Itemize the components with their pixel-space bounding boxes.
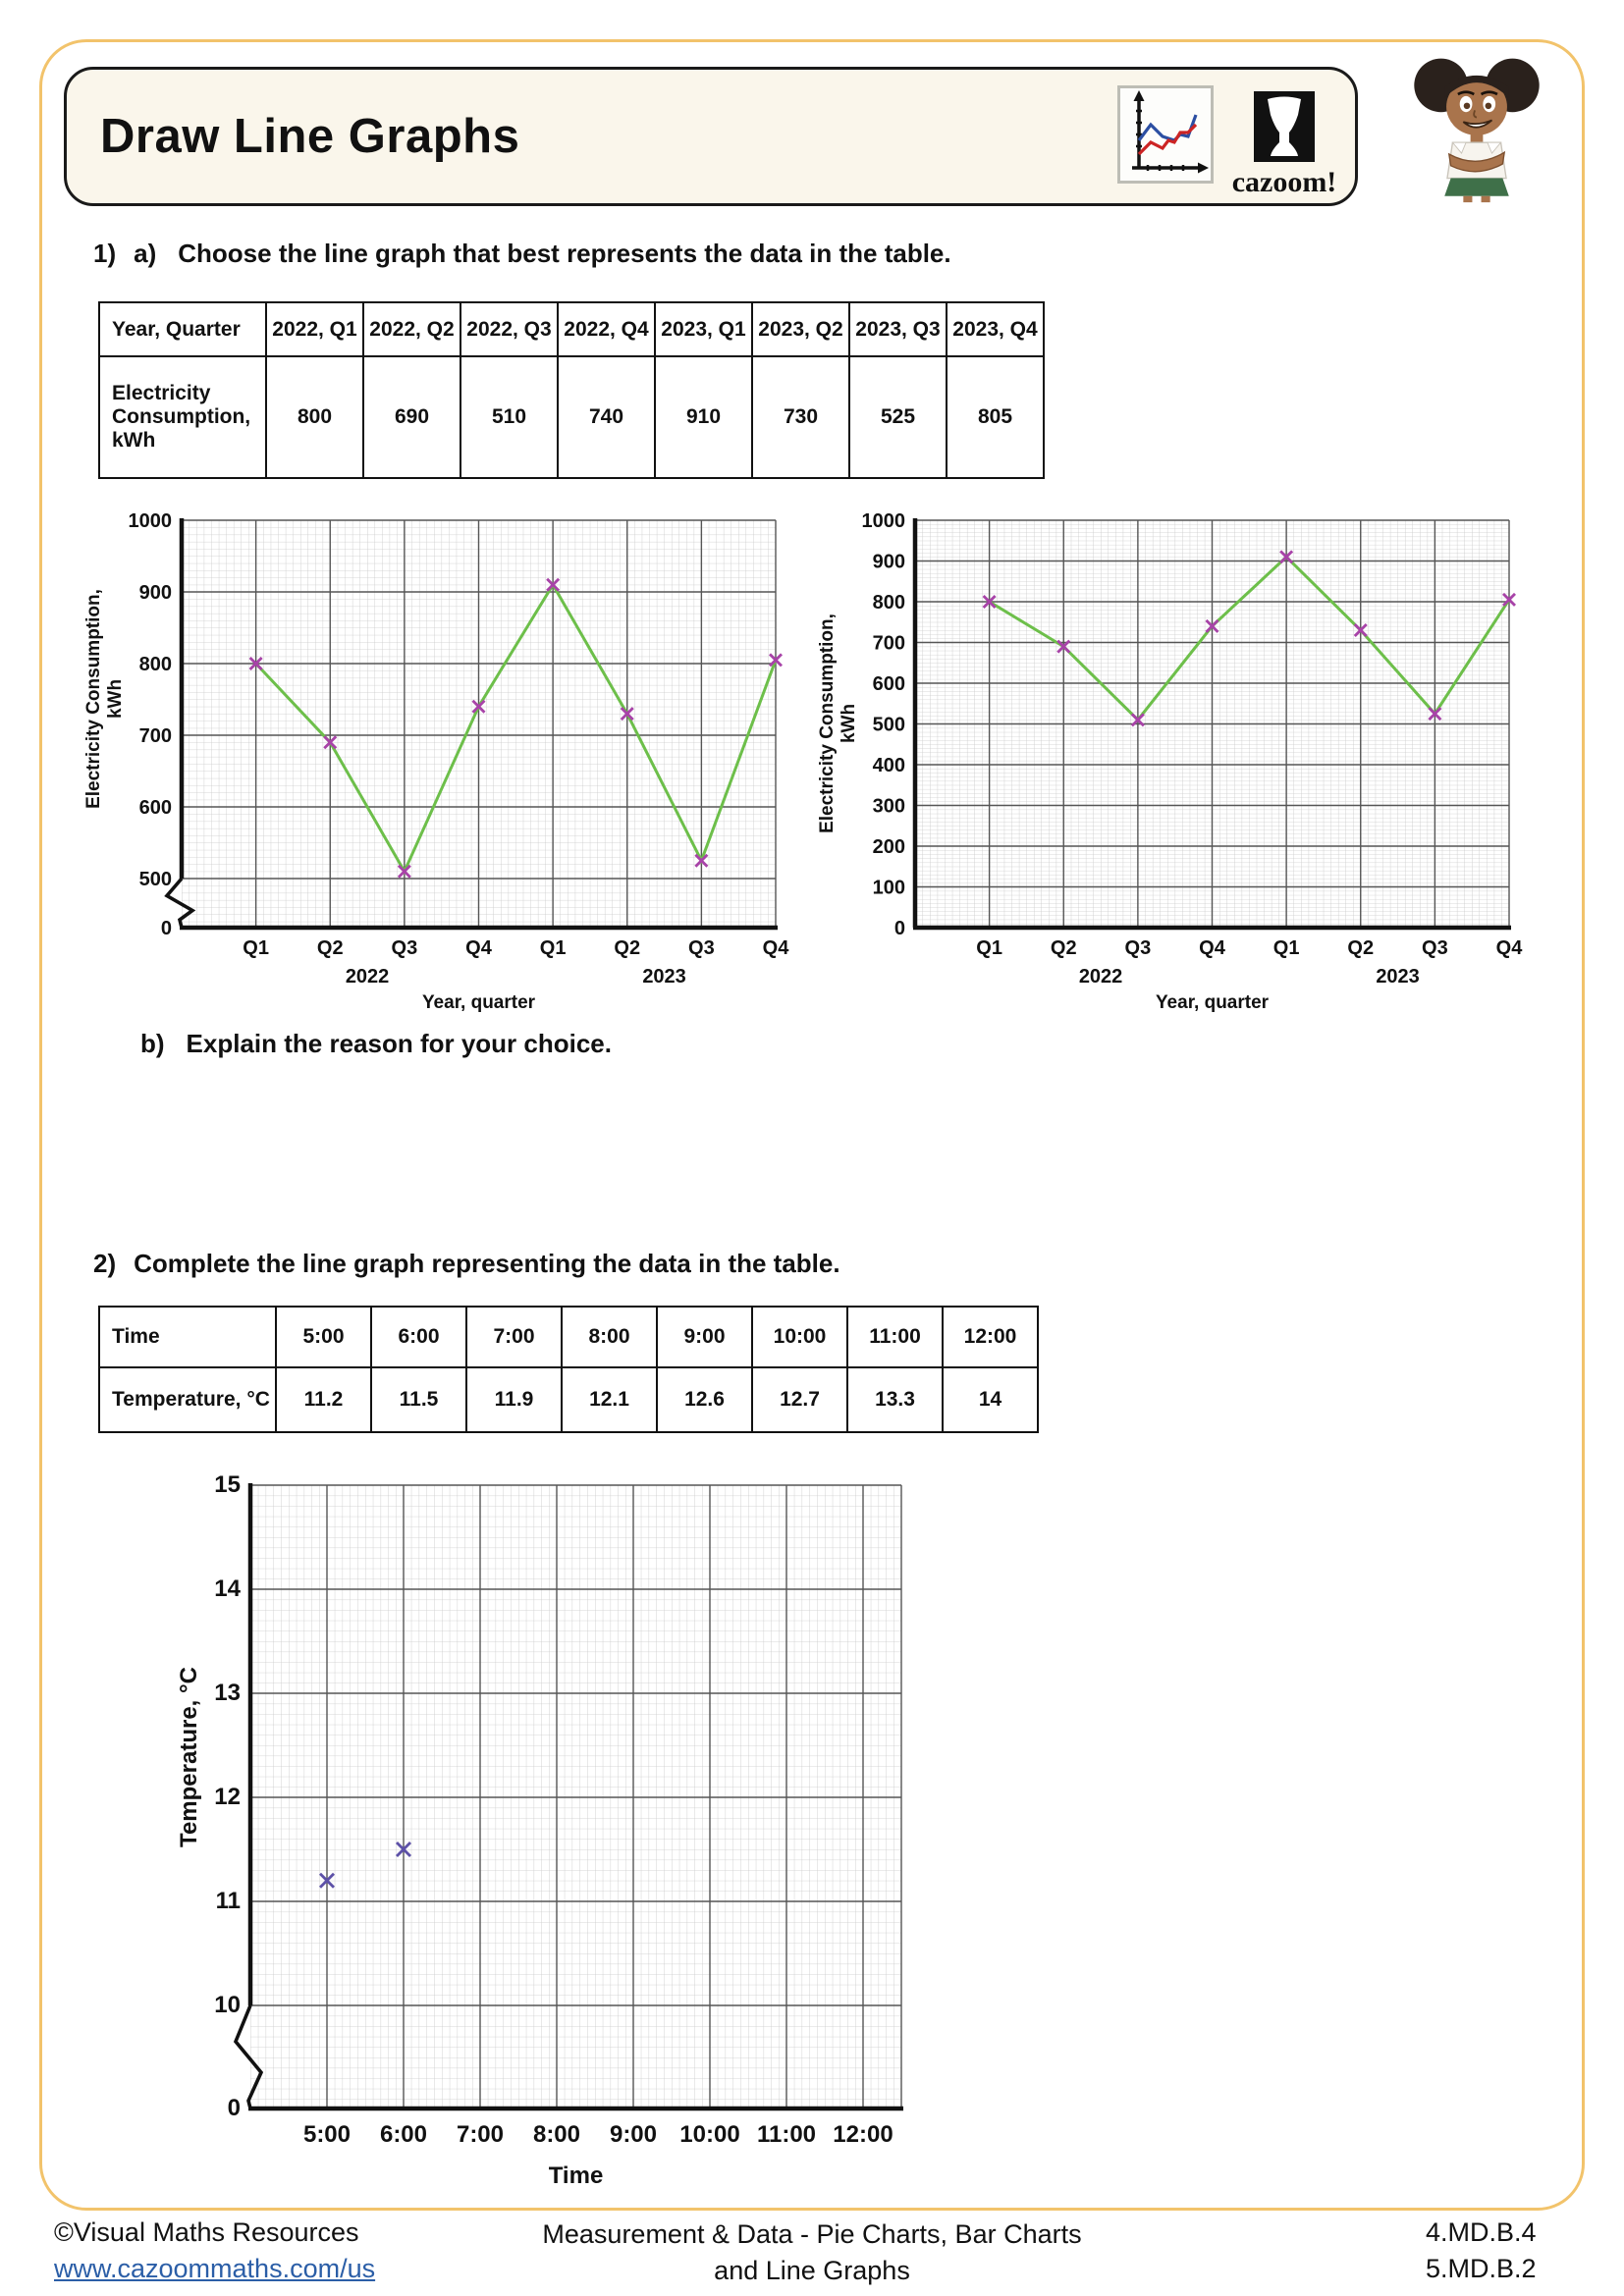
svg-text:Q3: Q3	[1422, 937, 1448, 959]
question-letter: b)	[140, 1029, 165, 1058]
svg-text:0: 0	[227, 2095, 241, 2121]
svg-text:2023: 2023	[642, 966, 686, 988]
data-cell: 740	[558, 356, 655, 478]
svg-text:Q2: Q2	[614, 937, 641, 959]
svg-text:2022: 2022	[1078, 966, 1123, 988]
table-header-row	[99, 1307, 1038, 1367]
svg-text:1000: 1000	[861, 510, 905, 532]
row-header-cell: Temperature, °C	[99, 1367, 276, 1432]
svg-text:200: 200	[872, 836, 905, 858]
svg-text:500: 500	[138, 869, 172, 890]
column-header-cell: 2023, Q1	[655, 302, 752, 356]
row-header-cell: Year, Quarter	[99, 302, 266, 356]
column-header-cell: 2022, Q1	[266, 302, 363, 356]
chart-electricity-broken-axis	[83, 510, 789, 1015]
svg-text:7:00: 7:00	[456, 2121, 505, 2148]
svg-text:5:00: 5:00	[302, 2121, 352, 2148]
table-value-row	[99, 1367, 1038, 1432]
line-graph-icon	[1117, 85, 1214, 184]
standard-code-2: 5.MD.B.2	[1426, 2254, 1537, 2283]
svg-text:800: 800	[138, 654, 172, 675]
question-1b	[140, 1029, 612, 1059]
svg-text:8:00: 8:00	[532, 2121, 581, 2148]
svg-text:500: 500	[872, 714, 905, 736]
data-cell: 800	[266, 356, 363, 478]
data-cell: 13.3	[847, 1367, 943, 1432]
svg-text:Q4: Q4	[1495, 937, 1523, 959]
table-header-row	[99, 302, 1044, 356]
svg-text:Year, quarter: Year, quarter	[1155, 992, 1270, 1013]
data-cell: 12.7	[752, 1367, 847, 1432]
svg-text:6:00: 6:00	[379, 2121, 428, 2148]
column-header-cell: 2023, Q4	[947, 302, 1044, 356]
standard-code-1: 4.MD.B.4	[1426, 2217, 1537, 2247]
grid	[915, 520, 1509, 928]
svg-text:Q1: Q1	[243, 937, 269, 959]
header	[64, 67, 1358, 206]
data-cell: 12.6	[657, 1367, 752, 1432]
svg-text:14: 14	[214, 1575, 241, 1602]
svg-text:Year, quarter: Year, quarter	[421, 992, 536, 1013]
column-header-cell: 10:00	[752, 1307, 847, 1367]
svg-text:Q3: Q3	[688, 937, 715, 959]
question-letter: a)	[134, 239, 157, 268]
data-cell: 730	[752, 356, 849, 478]
column-header-cell: 9:00	[657, 1307, 752, 1367]
column-header-cell: 8:00	[562, 1307, 657, 1367]
student-character-illustration	[1387, 53, 1566, 205]
column-header-cell: 7:00	[466, 1307, 562, 1367]
svg-text:Time: Time	[548, 2163, 604, 2189]
svg-text:600: 600	[872, 673, 905, 695]
footer-credits	[54, 2215, 375, 2287]
data-cell: 11.9	[466, 1367, 562, 1432]
chart-temperature-to-complete	[167, 1463, 952, 2201]
data-cell: 11.2	[276, 1367, 371, 1432]
question-text: Explain the reason for your choice.	[186, 1029, 612, 1058]
data-cell: 805	[947, 356, 1044, 478]
grid	[182, 520, 776, 928]
svg-text:12: 12	[214, 1784, 241, 1810]
svg-text:15: 15	[214, 1471, 241, 1498]
column-header-cell: 11:00	[847, 1307, 943, 1367]
svg-text:Q1: Q1	[976, 937, 1002, 959]
data-cell: 11.5	[371, 1367, 466, 1432]
svg-text:10: 10	[214, 1992, 241, 2018]
temperature-table	[98, 1306, 1039, 1433]
column-header-cell: 6:00	[371, 1307, 466, 1367]
svg-text:9:00: 9:00	[609, 2121, 658, 2148]
cazoom-logo	[1223, 85, 1345, 199]
svg-text:900: 900	[138, 582, 172, 604]
electricity-consumption-table	[98, 301, 1045, 479]
question-number: 1)	[93, 239, 117, 268]
svg-text:Electricity Consumption,kWh: Electricity Consumption,kWh	[83, 589, 126, 809]
data-cell: 525	[849, 356, 947, 478]
svg-text:Q3: Q3	[391, 937, 418, 959]
svg-text:1000: 1000	[128, 510, 172, 532]
svg-text:Q2: Q2	[1347, 937, 1375, 959]
svg-text:Q4: Q4	[1199, 937, 1225, 959]
website-link[interactable]: www.cazoommaths.com/us	[54, 2254, 376, 2283]
svg-text:300: 300	[872, 795, 905, 818]
question-text: Choose the line graph that best represents the data in the table.	[178, 239, 951, 268]
svg-text:100: 100	[872, 877, 905, 899]
svg-text:800: 800	[872, 592, 905, 614]
column-header-cell: 2023, Q3	[849, 302, 947, 356]
svg-text:700: 700	[138, 725, 172, 747]
svg-text:Temperature, °C: Temperature, °C	[176, 1667, 202, 1847]
column-header-cell: 2022, Q2	[363, 302, 460, 356]
svg-text:Q4: Q4	[465, 937, 492, 959]
logo-wordmark: cazoom!	[1231, 166, 1337, 198]
svg-text:Electricity Consumption,kWh: Electricity Consumption,kWh	[817, 614, 859, 833]
svg-text:13: 13	[214, 1680, 241, 1706]
data-cell: 510	[460, 356, 558, 478]
question-2	[93, 1249, 840, 1279]
column-header-cell: 12:00	[943, 1307, 1038, 1367]
row-header-cell: Time	[99, 1307, 276, 1367]
question-text: Complete the line graph representing the data in the table.	[134, 1249, 840, 1278]
data-cell: 690	[363, 356, 460, 478]
column-header-cell: 2022, Q4	[558, 302, 655, 356]
data-cell: 14	[943, 1367, 1038, 1432]
svg-text:Q3: Q3	[1124, 937, 1152, 959]
grid	[250, 1485, 901, 2109]
table-value-row	[99, 356, 1044, 478]
question-1a	[93, 239, 951, 269]
topic-line-1: Measurement & Data - Pie Charts, Bar Charts	[542, 2219, 1082, 2249]
copyright-text: ©Visual Maths Resources	[54, 2217, 359, 2247]
footer-topic	[542, 2216, 1081, 2289]
svg-text:0: 0	[160, 918, 172, 939]
svg-text:600: 600	[138, 797, 172, 819]
svg-text:2022: 2022	[345, 966, 390, 988]
question-number: 2)	[93, 1249, 117, 1278]
svg-text:Q4: Q4	[762, 937, 789, 959]
svg-text:700: 700	[872, 632, 905, 655]
topic-line-2: and Line Graphs	[714, 2256, 910, 2285]
column-header-cell: 2023, Q2	[752, 302, 849, 356]
footer-standards	[1426, 2215, 1537, 2287]
svg-text:11: 11	[215, 1888, 241, 1914]
svg-text:10:00: 10:00	[679, 2121, 740, 2148]
column-header-cell: 5:00	[276, 1307, 371, 1367]
svg-text:400: 400	[872, 755, 905, 776]
svg-text:11:00: 11:00	[756, 2121, 817, 2148]
svg-text:2023: 2023	[1376, 966, 1420, 988]
page-title: Draw Line Graphs	[100, 110, 520, 163]
svg-text:Q1: Q1	[1272, 937, 1300, 959]
data-cell: 910	[655, 356, 752, 478]
data-cell: 12.1	[562, 1367, 657, 1432]
column-header-cell: 2022, Q3	[460, 302, 558, 356]
row-header-cell: Electricity Consumption, kWh	[99, 356, 266, 478]
svg-text:Q2: Q2	[1050, 937, 1077, 959]
svg-text:12:00: 12:00	[833, 2121, 893, 2148]
svg-text:900: 900	[872, 551, 905, 573]
chart-electricity-full-axis	[805, 510, 1527, 1015]
svg-text:0: 0	[893, 918, 905, 939]
svg-text:Q2: Q2	[316, 937, 344, 959]
svg-text:Q1: Q1	[539, 937, 567, 959]
